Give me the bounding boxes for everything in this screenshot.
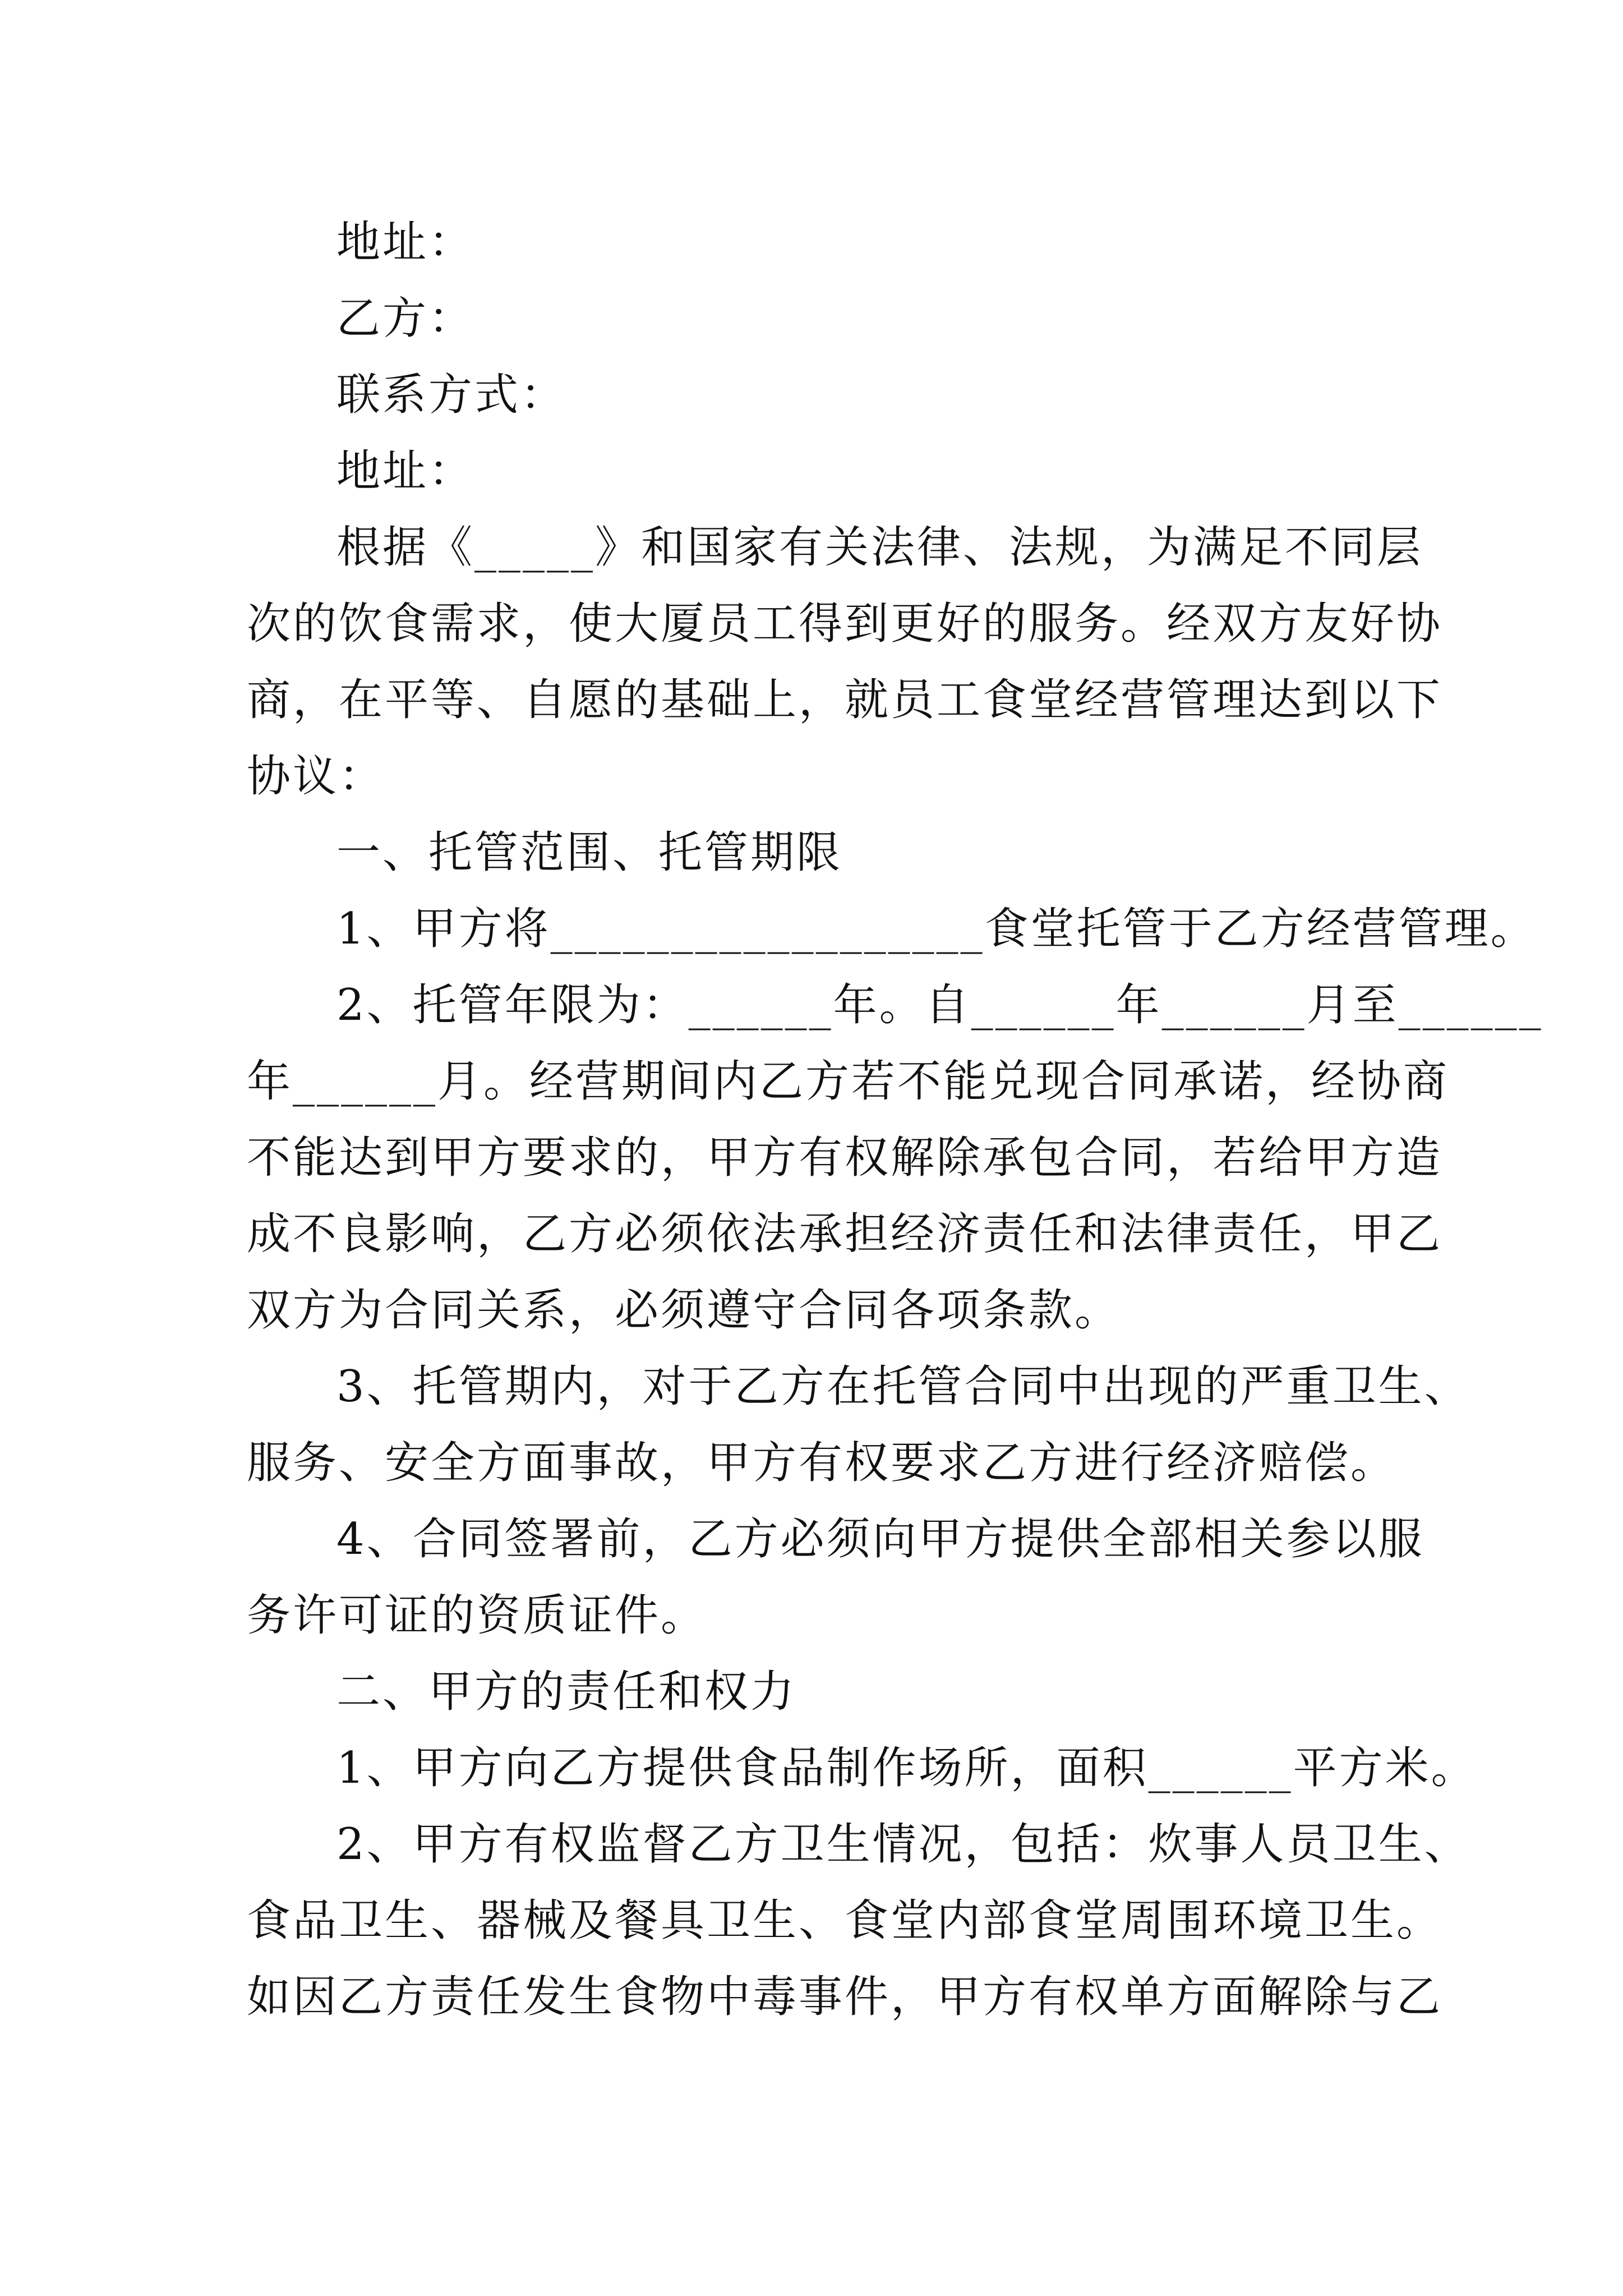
clause-2-2-line-1: 2、甲方有权监督乙方卫生情况，包括：炊事人员卫生、 <box>336 1819 1470 1870</box>
section-1-heading: 一、托管范围、托管期限 <box>336 827 843 878</box>
clause-1-1: 1、甲方将__________________食堂托管于乙方经营管理。 <box>336 904 1537 954</box>
preamble-line-2: 次的饮食需求，使大厦员工得到更好的服务。经双方友好协 <box>247 599 1443 649</box>
preamble-line-3: 商，在平等、自愿的基础上，就员工食堂经营管理达到以下 <box>247 675 1443 725</box>
clause-1-4-line-1: 4、合同签署前，乙方必须向甲方提供全部相关参以服 <box>336 1514 1424 1565</box>
address-label-1: 地址： <box>336 217 475 268</box>
preamble-line-4: 协议： <box>247 751 385 802</box>
preamble-line-1: 根据《_____》和国家有关法律、法规，为满足不同层 <box>336 522 1423 573</box>
section-2-heading: 二、甲方的责任和权力 <box>336 1667 797 1717</box>
contact-label: 联系方式： <box>336 370 567 420</box>
clause-1-2-line-5: 双方为合同关系，必须遵守合同各项条款。 <box>247 1285 1121 1336</box>
clause-2-2-line-2: 食品卫生、器械及餐具卫生、食堂内部食堂周围环境卫生。 <box>247 1895 1443 1946</box>
clause-1-3-line-2: 服务、安全方面事故，甲方有权要求乙方进行经济赔偿。 <box>247 1438 1397 1488</box>
clause-1-2-line-2: 年______月。经营期间内乙方若不能兑现合同承诺，经协商 <box>247 1056 1450 1107</box>
clause-1-3-line-1: 3、托管期内，对于乙方在托管合同中出现的严重卫生、 <box>336 1361 1470 1412</box>
clause-1-2-line-3: 不能达到甲方要求的，甲方有权解除承包合同，若给甲方造 <box>247 1133 1443 1183</box>
clause-1-2-line-1: 2、托管年限为：______年。自______年______月至______ <box>336 980 1543 1030</box>
clause-2-1: 1、甲方向乙方提供食品制作场所，面积______平方米。 <box>336 1743 1477 1793</box>
address-label-2: 地址： <box>336 446 475 496</box>
party-b-label: 乙方： <box>336 293 475 344</box>
clause-2-2-line-3: 如因乙方责任发生食物中毒事件，甲方有权单方面解除与乙 <box>247 1972 1443 2022</box>
clause-1-2-line-4: 成不良影响，乙方必须依法承担经济责任和法律责任，甲乙 <box>247 1209 1443 1259</box>
clause-1-4-line-2: 务许可证的资质证件。 <box>247 1590 707 1641</box>
